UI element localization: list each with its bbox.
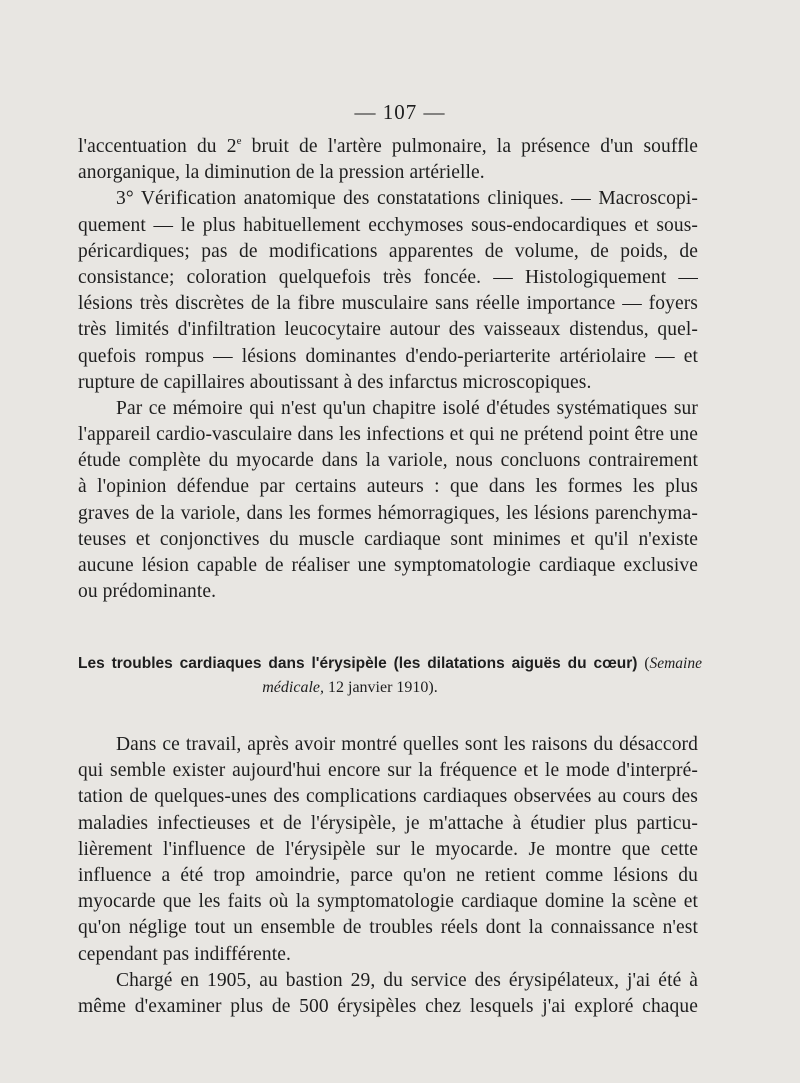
text-line: maladies infectieuses et de l'érysipèle, je m'attache à étudier plus particu-: [78, 812, 698, 834]
ref-open: (: [644, 655, 650, 672]
text-line: 3° Vérification anatomique des constatations cliniques. — Macroscopi-: [116, 188, 698, 210]
text-line: étude complète du myocarde dans la variole, nous concluons contrairement: [78, 450, 698, 472]
text-line: quement — le plus habituellement ecchymoses sous-endocardiques et sous-: [78, 214, 698, 236]
text-line: influence a été trop amoindrie, parce qu'on ne retient comme lésions du: [78, 864, 698, 886]
journal-name: Semaine: [649, 655, 702, 672]
section-heading: [78, 652, 702, 700]
text-line: aucune lésion capable de réaliser une symptomatologie cardiaque exclusive: [78, 555, 698, 576]
text-line: graves de la variole, dans les formes hémorragiques, les lésions parenchyma-: [78, 502, 698, 524]
text-line: cependant pas indifférente.: [78, 943, 291, 965]
journal-name-cont: médicale,: [262, 679, 324, 696]
text-line: très limités d'infiltration leucocytaire autour des vaisseaux distendus, quel-: [78, 319, 698, 341]
text-line: qui semble exister aujourd'hui encore sur la fréquence et le mode d'interpré-: [78, 760, 698, 782]
publication-date: 12 janvier 1910).: [328, 679, 438, 696]
text-line: anorganique, la diminution de la pression artérielle.: [78, 162, 485, 184]
text-line: Dans ce travail, après avoir montré quelles sont les raisons du désaccord: [116, 734, 698, 755]
text-block-1: [78, 134, 698, 605]
heading-line-2: [78, 676, 702, 700]
text-line: lièrement l'influence de l'érysipèle sur le myocarde. Je montre que cette: [78, 838, 698, 860]
text-line: myocarde que les faits où la symptomatologie cardiaque domine la scène et: [78, 891, 698, 913]
text-line: l'accentuation du 2e bruit de l'artère pulmonaire, la présence d'un souffle: [78, 135, 698, 157]
text-line: qu'on néglige tout un ensemble de troubles réels dont la connaissance n'est: [78, 917, 698, 939]
text-line: ou prédominante.: [78, 581, 217, 603]
text-block-2: [78, 732, 698, 1020]
heading-line-1: [78, 652, 702, 676]
page-number: — 107 —: [354, 100, 446, 124]
text-line: à l'opinion défendue par certains auteurs : que dans les formes les plus: [78, 476, 698, 498]
text-line: Par ce mémoire qui n'est qu'un chapitre isolé d'études systématiques sur: [116, 397, 698, 419]
text-line: rupture de capillaires aboutissant à des infarctus microscopiques.: [78, 371, 592, 393]
text-line: tation de quelques-unes des complications cardiaques observées au cours des: [78, 786, 698, 808]
text-line: Chargé en 1905, au bastion 29, du service des érysipélateux, j'ai été à: [116, 969, 698, 991]
text-line: péricardiques; pas de modifications apparentes de volume, de poids, de: [78, 240, 698, 262]
text-line: même d'examiner plus de 500 érysipèles chez lesquels j'ai exploré chaque: [78, 995, 698, 1017]
text-line: l'appareil cardio-vasculaire dans les infections et qui ne prétend point être une: [78, 424, 698, 446]
text-line: lésions très discrètes de la fibre musculaire sans réelle importance — foyers: [78, 293, 698, 315]
text-line: consistance; coloration quelquefois très foncée. — Histologiquement —: [78, 266, 698, 288]
heading-title: Les troubles cardiaques dans l'érysipèle (les dilatations aiguës du cœur): [78, 655, 638, 672]
text-line: teuses et conjonctives du muscle cardiaque sont minimes et qu'il n'existe: [78, 528, 698, 550]
text-line: quefois rompus — lésions dominantes d'endo-periarterite artériolaire — et: [78, 345, 698, 367]
